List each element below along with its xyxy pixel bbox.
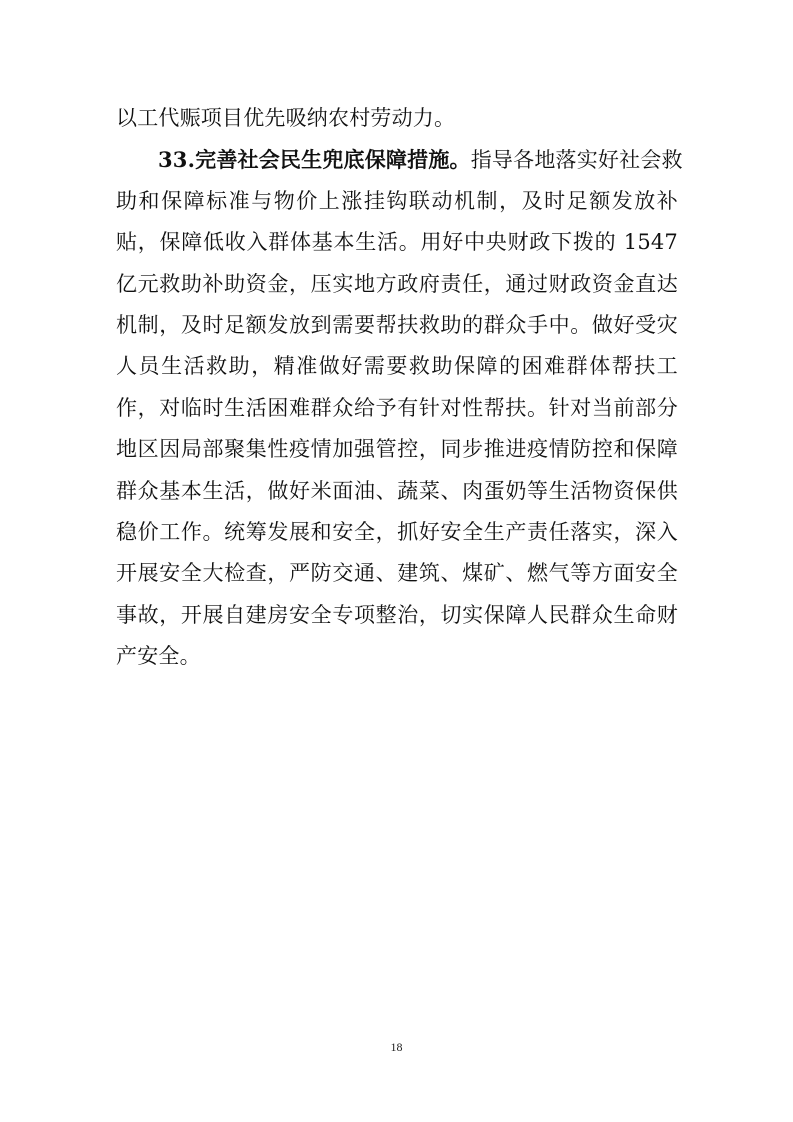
text-line: 群众基本生活，做好米面油、蔬菜、肉蛋奶等生活物资保供 — [116, 478, 678, 503]
text-line: 人员生活救助，精准做好需要救助保障的困难群体帮扶工 — [116, 354, 678, 379]
text-line: 助和保障标准与物价上涨挂钩联动机制，及时足额发放补 — [116, 188, 678, 213]
text-line: 地区因局部聚集性疫情加强管控，同步推进疫情防控和保障 — [116, 437, 678, 462]
text-line: 事故，开展自建房安全专项整治，切实保障人民群众生命财 — [116, 602, 678, 627]
body-text — [116, 98, 683, 677]
text-line: 机制，及时足额发放到需要帮扶救助的群众手中。做好受灾 — [116, 312, 678, 337]
text-line: 稳价工作。统筹发展和安全，抓好安全生产责任落实，深入 — [116, 519, 678, 544]
text-line: 作，对临时生活困难群众给予有针对性帮扶。针对当前部分 — [116, 395, 678, 420]
page-number: 18 — [390, 1040, 403, 1054]
section-heading: 33.完善社会民生兜底保障措施。 — [158, 147, 471, 173]
text-line: 以工代赈项目优先吸纳农村劳动力。 — [116, 106, 456, 130]
text-line: 贴，保障低收入群体基本生活。用好中央财政下拨的 1547 — [116, 230, 678, 255]
text-line: 产安全。 — [116, 644, 201, 669]
section-heading-line — [116, 139, 683, 180]
text-line: 开展安全大检查，严防交通、建筑、煤矿、燃气等方面安全 — [116, 561, 678, 586]
text-line: 亿元救助补助资金，压实地方政府责任，通过财政资金直达 — [116, 271, 678, 296]
text-line: 指导各地落实好社会救 — [470, 148, 683, 173]
